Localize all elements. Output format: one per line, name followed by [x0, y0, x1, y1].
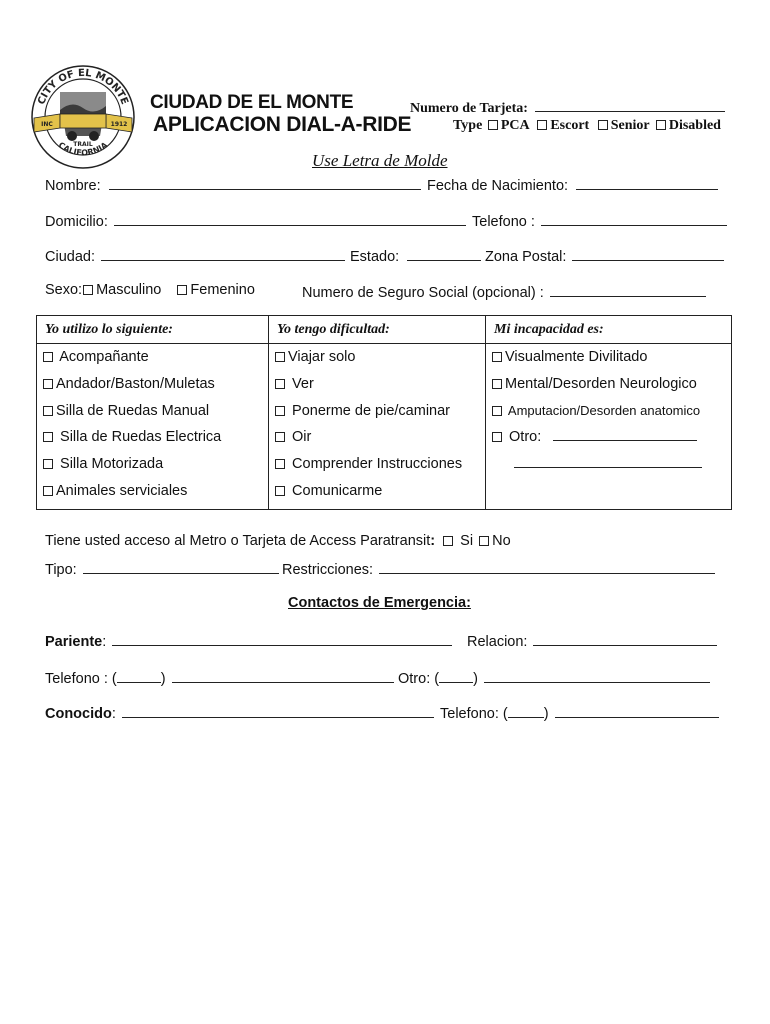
metro-type-label: Tipo:	[45, 562, 77, 578]
type-senior-label: Senior	[610, 118, 650, 133]
needs-table	[36, 315, 732, 510]
other-field-2[interactable]	[514, 453, 702, 468]
seal-banner: TRAIL	[73, 141, 93, 148]
mental-label: Mental/Desorden Neurologico	[505, 375, 697, 392]
restrictions-field[interactable]	[379, 559, 715, 574]
uses-column	[37, 344, 269, 510]
sex-row	[45, 282, 255, 298]
acquaintance-field[interactable]	[122, 703, 434, 718]
list-item	[492, 398, 731, 425]
metro-type-row	[45, 559, 279, 578]
metro-yes-label: Si	[460, 533, 474, 549]
electric-wheelchair-checkbox[interactable]	[43, 432, 53, 442]
name-field[interactable]	[109, 175, 421, 190]
emergency-phone-area-field[interactable]	[117, 668, 161, 683]
communicate-checkbox[interactable]	[275, 486, 285, 496]
dob-row	[427, 175, 718, 194]
visual-label: Visualmente Divilitado	[505, 349, 648, 365]
amputation-label: Amputacion/Desorden anatomico	[507, 402, 701, 418]
understand-checkbox[interactable]	[275, 459, 285, 469]
restrictions-label: Restricciones:	[282, 562, 374, 578]
seal-year-left: INC	[41, 121, 53, 128]
list-item	[43, 451, 268, 478]
relative-label: Pariente	[45, 634, 103, 650]
metro-no-checkbox[interactable]	[479, 536, 489, 546]
metro-row	[45, 533, 511, 549]
card-number-row	[410, 97, 725, 117]
type-disabled-label: Disabled	[668, 118, 721, 133]
acquaintance-phone-close: )	[543, 706, 549, 722]
acquaintance-row: Conocido:	[45, 703, 434, 722]
type-escort-label: Escort	[550, 118, 590, 133]
see-label: Ver	[292, 375, 314, 392]
name-label: Nombre:	[45, 178, 101, 194]
amputation-checkbox[interactable]	[492, 406, 502, 416]
emergency-phone-field[interactable]	[172, 668, 394, 683]
seal-text-bottom: CALIFORNIA	[56, 140, 110, 158]
hear-checkbox[interactable]	[275, 432, 285, 442]
emergency-phone-label: Telefono : (	[45, 671, 117, 687]
city-seal-icon	[30, 64, 136, 170]
relation-row	[467, 631, 717, 650]
form-title-city: CIUDAD DE EL MONTE	[150, 92, 354, 113]
metro-no-label: No	[492, 533, 511, 549]
restrictions-row	[282, 559, 715, 578]
emergency-phone-row	[45, 668, 394, 687]
card-number-label: Numero de Tarjeta:	[410, 101, 528, 116]
city-row	[45, 246, 345, 265]
other-label: Otro:	[509, 429, 542, 446]
list-item	[275, 371, 485, 398]
type-pca-label: PCA	[500, 118, 529, 133]
type-senior-checkbox[interactable]	[598, 120, 608, 130]
name-row	[45, 175, 421, 194]
phone-row	[472, 211, 727, 230]
header-uses: Yo utilizo lo siguiente:	[37, 316, 269, 344]
manual-wheelchair-label: Silla de Ruedas Manual	[56, 402, 210, 419]
mental-checkbox[interactable]	[492, 379, 502, 389]
city-field[interactable]	[101, 246, 345, 261]
relation-field[interactable]	[533, 631, 717, 646]
male-checkbox[interactable]	[83, 285, 93, 295]
companion-label: Acompañante	[59, 349, 149, 365]
acquaintance-phone-row	[440, 703, 719, 722]
state-field[interactable]	[407, 246, 481, 261]
header-disability: Mi incapacidad es:	[486, 316, 732, 344]
list-item	[275, 451, 485, 478]
relative-row: Pariente:	[45, 631, 452, 650]
list-item	[43, 398, 268, 425]
difficulty-column	[269, 344, 486, 510]
emergency-other-row	[398, 668, 710, 687]
ssn-label: Numero de Seguro Social (opcional) :	[302, 285, 544, 301]
dob-label: Fecha de Nacimiento:	[427, 178, 569, 194]
travel-alone-label: Viajar solo	[288, 349, 356, 365]
type-escort-checkbox[interactable]	[537, 120, 547, 130]
male-label: Masculino	[96, 282, 162, 298]
understand-label: Comprender Instrucciones	[292, 456, 463, 473]
zip-label: Zona Postal:	[485, 249, 567, 265]
metro-yes-checkbox[interactable]	[443, 536, 453, 546]
city-label: Ciudad:	[45, 249, 95, 265]
seal-text-top: CITY OF EL MONTE	[36, 67, 130, 107]
acquaintance-phone-field[interactable]	[555, 703, 719, 718]
other-field[interactable]	[553, 426, 697, 441]
emergency-other-label: Otro: (	[398, 671, 440, 687]
card-number-field[interactable]	[535, 97, 725, 112]
acquaintance-label: Conocido	[45, 706, 112, 722]
metro-colon: :	[430, 533, 436, 549]
scooter-checkbox[interactable]	[43, 459, 53, 469]
list-item	[275, 478, 485, 505]
list-item	[492, 451, 731, 478]
visual-checkbox[interactable]	[492, 352, 502, 362]
manual-wheelchair-checkbox[interactable]	[43, 406, 53, 416]
see-checkbox[interactable]	[275, 379, 285, 389]
state-row	[350, 246, 481, 265]
type-label: Type	[453, 118, 483, 133]
list-item	[492, 424, 731, 451]
list-item	[43, 371, 268, 398]
service-animals-label: Animales serviciales	[56, 482, 188, 499]
acquaintance-phone-label: Telefono: (	[440, 706, 508, 722]
emergency-heading: Contactos de Emergencia:	[288, 595, 471, 611]
ssn-row	[302, 282, 706, 301]
seal-year-right: 1912	[110, 121, 128, 128]
state-label: Estado:	[350, 249, 400, 265]
female-checkbox[interactable]	[177, 285, 187, 295]
address-field[interactable]	[114, 211, 466, 226]
hear-label: Oir	[292, 429, 312, 446]
companion-checkbox[interactable]	[43, 352, 53, 362]
walker-checkbox[interactable]	[43, 379, 53, 389]
female-label: Femenino	[190, 282, 255, 298]
form-title-app: APLICACION DIAL-A-RIDE	[153, 113, 412, 136]
list-item	[43, 424, 268, 451]
emergency-other-area-field[interactable]	[439, 668, 473, 683]
list-item	[492, 371, 731, 398]
emergency-other-field[interactable]	[484, 668, 710, 683]
metro-type-field[interactable]	[83, 559, 279, 574]
sex-label: Sexo:	[45, 282, 83, 298]
list-item	[275, 398, 485, 425]
walker-label: Andador/Baston/Muletas	[56, 375, 215, 392]
header-difficulty: Yo tengo dificultad:	[269, 316, 486, 344]
zip-row	[485, 246, 724, 265]
relative-field[interactable]	[112, 631, 452, 646]
list-item	[43, 478, 268, 505]
type-pca-checkbox[interactable]	[488, 120, 498, 130]
other-checkbox[interactable]	[492, 432, 502, 442]
travel-alone-checkbox[interactable]	[275, 352, 285, 362]
stand-walk-label: Ponerme de pie/caminar	[292, 402, 451, 419]
phone-field[interactable]	[541, 211, 727, 226]
type-row	[453, 118, 721, 134]
relation-label: Relacion:	[467, 634, 528, 650]
list-item	[492, 344, 731, 371]
address-label: Domicilio:	[45, 214, 108, 230]
disability-column	[486, 344, 732, 510]
electric-wheelchair-label: Silla de Ruedas Electrica	[60, 429, 222, 446]
communicate-label: Comunicarme	[292, 482, 383, 499]
dob-field[interactable]	[576, 175, 718, 190]
zip-field[interactable]	[572, 246, 724, 261]
list-item	[43, 344, 268, 371]
type-disabled-checkbox[interactable]	[656, 120, 666, 130]
address-row	[45, 211, 466, 230]
print-instruction: Use Letra de Molde	[312, 151, 448, 170]
emergency-phone-close: )	[160, 671, 166, 687]
metro-question: Tiene usted acceso al Metro o Tarjeta de Access Paratransit	[45, 533, 431, 549]
list-item	[275, 344, 485, 371]
service-animals-checkbox[interactable]	[43, 486, 53, 496]
phone-label: Telefono :	[472, 214, 535, 230]
acquaintance-phone-area-field[interactable]	[508, 703, 544, 718]
emergency-other-close: )	[473, 671, 478, 687]
ssn-field[interactable]	[550, 282, 706, 297]
stand-walk-checkbox[interactable]	[275, 406, 285, 416]
list-item	[275, 424, 485, 451]
scooter-label: Silla Motorizada	[60, 456, 164, 473]
